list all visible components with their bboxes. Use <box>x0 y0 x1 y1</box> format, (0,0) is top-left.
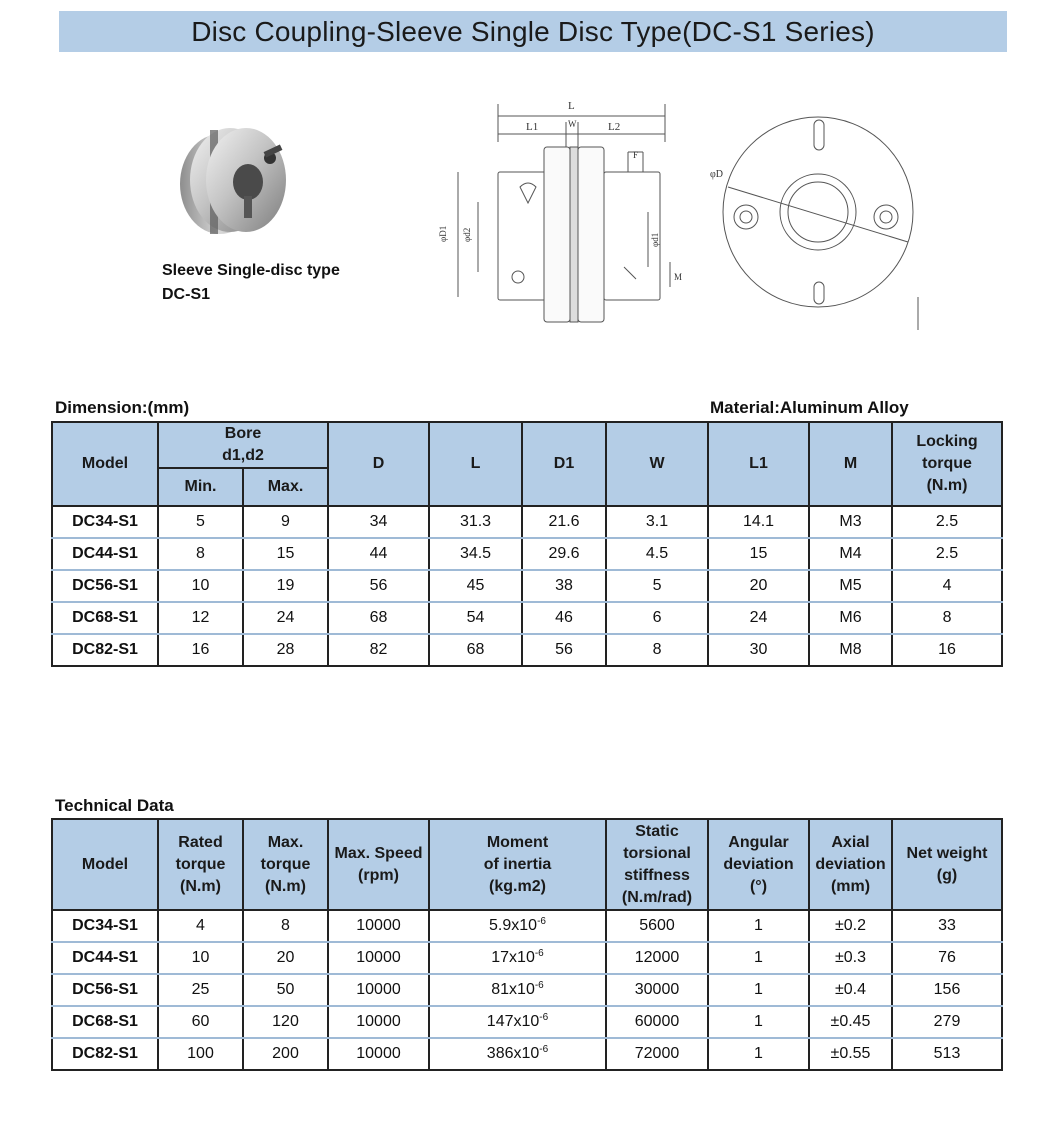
cell-D: 82 <box>328 634 429 666</box>
cell-model: DC44-S1 <box>52 942 158 974</box>
table-row <box>52 942 1002 974</box>
cell-rated: 100 <box>158 1038 243 1070</box>
cell-model: DC34-S1 <box>52 910 158 942</box>
cell-speed: 10000 <box>328 1006 429 1038</box>
header-L1: L1 <box>708 422 809 506</box>
cell-min: 5 <box>158 506 243 538</box>
header-max-speed <box>328 819 429 910</box>
table-row <box>52 602 1002 634</box>
header-D: D <box>328 422 429 506</box>
cell-inertia <box>429 974 606 1006</box>
header-locking-line-1: Locking <box>916 433 978 450</box>
technical-table-body <box>52 910 1002 1070</box>
inertia-exponent: -6 <box>539 1044 549 1055</box>
cell-weight: 279 <box>892 1006 1002 1038</box>
header-bore-min: Min. <box>158 468 243 506</box>
cell-W: 3.1 <box>606 506 708 538</box>
cell-weight: 76 <box>892 942 1002 974</box>
technical-drawing <box>438 92 928 337</box>
header-angular-line-1: Angular <box>728 833 789 851</box>
label-D: φD <box>710 169 723 180</box>
cell-max: 20 <box>243 942 328 974</box>
cell-inertia <box>429 910 606 942</box>
header-speed-line-1: Max. Speed <box>334 844 423 862</box>
cell-stiffness: 72000 <box>606 1038 708 1070</box>
header-axial-deviation <box>809 819 892 910</box>
cell-weight: 33 <box>892 910 1002 942</box>
cell-W: 8 <box>606 634 708 666</box>
cell-L: 45 <box>429 570 522 602</box>
cell-inertia <box>429 1006 606 1038</box>
header-stiff-line-4: (N.m/rad) <box>621 888 693 906</box>
cell-M: M5 <box>809 570 892 602</box>
cell-L1: 24 <box>708 602 809 634</box>
cell-D: 44 <box>328 538 429 570</box>
header-rated-line-1: Rated <box>178 833 223 851</box>
cell-W: 4.5 <box>606 538 708 570</box>
label-D1: φD1 <box>438 225 448 242</box>
cell-min: 16 <box>158 634 243 666</box>
cell-max: 19 <box>243 570 328 602</box>
cell-axial: ±0.55 <box>809 1038 892 1070</box>
label-L: L <box>568 100 575 112</box>
cell-max: 15 <box>243 538 328 570</box>
header-bore-max: Max. <box>243 468 328 506</box>
label-d2: φd2 <box>462 227 472 242</box>
caption-line-2: DC-S1 <box>162 286 211 303</box>
cell-angular: 1 <box>708 974 809 1006</box>
header-max-torque <box>243 819 328 910</box>
dimension-label: Dimension:(mm) <box>55 398 190 417</box>
cell-rated: 60 <box>158 1006 243 1038</box>
cell-angular: 1 <box>708 910 809 942</box>
label-M: M <box>674 272 683 282</box>
cell-D1: 29.6 <box>522 538 606 570</box>
header-weight-line-2: (g) <box>936 866 958 884</box>
header-max-line-1: Max. <box>267 833 304 851</box>
table-row <box>52 910 1002 942</box>
cell-inertia <box>429 942 606 974</box>
cell-L: 68 <box>429 634 522 666</box>
cell-W: 5 <box>606 570 708 602</box>
header-locking-line-2: torque <box>922 455 972 472</box>
header-stiff-line-2: torsional <box>623 844 691 862</box>
cell-max: 200 <box>243 1038 328 1070</box>
cell-D1: 46 <box>522 602 606 634</box>
header-model: Model <box>52 422 158 506</box>
header-stiff-line-3: stiffness <box>624 866 690 884</box>
cell-model: DC82-S1 <box>52 634 158 666</box>
cell-stiffness: 12000 <box>606 942 708 974</box>
table-row <box>52 974 1002 1006</box>
cell-D: 56 <box>328 570 429 602</box>
cell-D1: 38 <box>522 570 606 602</box>
side-view <box>438 100 682 322</box>
cell-max: 120 <box>243 1006 328 1038</box>
cell-weight: 513 <box>892 1038 1002 1070</box>
header-L: L <box>429 422 522 506</box>
header-stiff-line-1: Static <box>635 822 679 840</box>
cell-torque: 2.5 <box>892 538 1002 570</box>
front-view <box>710 117 918 330</box>
cell-D1: 56 <box>522 634 606 666</box>
product-caption <box>162 259 340 307</box>
table-row <box>52 570 1002 602</box>
header-bore-line-1: Bore <box>224 425 262 442</box>
header-axial-line-3: (mm) <box>830 877 871 895</box>
inertia-base: 386x10 <box>486 1045 540 1062</box>
cell-rated: 10 <box>158 942 243 974</box>
cell-speed: 10000 <box>328 1038 429 1070</box>
cell-M: M4 <box>809 538 892 570</box>
dimension-table-body <box>52 506 1002 666</box>
cell-M: M8 <box>809 634 892 666</box>
inertia-base: 81x10 <box>491 981 535 998</box>
cell-axial: ±0.2 <box>809 910 892 942</box>
cell-L1: 30 <box>708 634 809 666</box>
cell-angular: 1 <box>708 942 809 974</box>
cell-D: 34 <box>328 506 429 538</box>
inertia-exponent: -6 <box>537 916 546 927</box>
cell-D: 68 <box>328 602 429 634</box>
header-inertia-line-2: of inertia <box>483 855 552 873</box>
cell-speed: 10000 <box>328 974 429 1006</box>
cell-rated: 4 <box>158 910 243 942</box>
cell-model: DC56-S1 <box>52 570 158 602</box>
table-row <box>52 1038 1002 1070</box>
header-model: Model <box>52 819 158 910</box>
cell-speed: 10000 <box>328 942 429 974</box>
header-rated-torque <box>158 819 243 910</box>
label-L1: L1 <box>526 121 539 133</box>
header-net-weight <box>892 819 1002 910</box>
cell-axial: ±0.45 <box>809 1006 892 1038</box>
label-F: F <box>633 150 639 160</box>
title-banner <box>59 11 1007 52</box>
technical-table <box>51 818 1003 1071</box>
header-static-stiffness <box>606 819 708 910</box>
header-W: W <box>606 422 708 506</box>
cell-max: 9 <box>243 506 328 538</box>
cell-stiffness: 5600 <box>606 910 708 942</box>
header-locking-line-3: (N.m) <box>926 477 968 494</box>
inertia-base: 5.9x10 <box>489 917 538 934</box>
cell-max: 50 <box>243 974 328 1006</box>
header-speed-line-2: (rpm) <box>358 866 399 884</box>
cell-torque: 8 <box>892 602 1002 634</box>
cell-rated: 25 <box>158 974 243 1006</box>
cell-stiffness: 30000 <box>606 974 708 1006</box>
cell-torque: 2.5 <box>892 506 1002 538</box>
cell-L: 54 <box>429 602 522 634</box>
inertia-exponent: -6 <box>539 1012 549 1023</box>
cell-max: 28 <box>243 634 328 666</box>
header-M: M <box>809 422 892 506</box>
cell-angular: 1 <box>708 1006 809 1038</box>
header-locking-torque <box>892 422 1002 506</box>
inertia-base: 147x10 <box>486 1013 540 1030</box>
cell-min: 10 <box>158 570 243 602</box>
cell-model: DC34-S1 <box>52 506 158 538</box>
header-rated-line-3: (N.m) <box>180 877 221 895</box>
header-angular-line-2: deviation <box>723 855 794 873</box>
table-row <box>52 506 1002 538</box>
cell-model: DC82-S1 <box>52 1038 158 1070</box>
header-axial-line-1: Axial <box>831 833 870 851</box>
cell-D1: 21.6 <box>522 506 606 538</box>
caption-line-1: Sleeve Single-disc type <box>162 262 340 279</box>
cell-M: M3 <box>809 506 892 538</box>
cell-angular: 1 <box>708 1038 809 1070</box>
cell-model: DC56-S1 <box>52 974 158 1006</box>
cell-torque: 4 <box>892 570 1002 602</box>
label-d1: φd1 <box>650 232 660 247</box>
inertia-exponent: -6 <box>534 980 544 991</box>
header-angular-line-3: (°) <box>749 877 768 895</box>
table-row <box>52 1006 1002 1038</box>
header-rated-line-2: torque <box>175 855 226 873</box>
header-inertia-line-1: Moment <box>486 833 549 851</box>
header-D1: D1 <box>522 422 606 506</box>
table-row <box>52 538 1002 570</box>
cell-max: 24 <box>243 602 328 634</box>
cell-axial: ±0.3 <box>809 942 892 974</box>
header-max-line-3: (N.m) <box>265 877 306 895</box>
cell-min: 12 <box>158 602 243 634</box>
cell-W: 6 <box>606 602 708 634</box>
cell-axial: ±0.4 <box>809 974 892 1006</box>
page-title: Disc Coupling-Sleeve Single Disc Type(DC-S1 Series) <box>191 15 875 47</box>
cell-model: DC68-S1 <box>52 602 158 634</box>
cell-L: 34.5 <box>429 538 522 570</box>
cell-L1: 20 <box>708 570 809 602</box>
cell-max: 8 <box>243 910 328 942</box>
cell-model: DC44-S1 <box>52 538 158 570</box>
inertia-base: 17x10 <box>491 949 535 966</box>
cell-L1: 15 <box>708 538 809 570</box>
cell-speed: 10000 <box>328 910 429 942</box>
material-label: Material:Aluminum Alloy <box>710 398 909 417</box>
cell-inertia <box>429 1038 606 1070</box>
dimension-table <box>51 421 1003 667</box>
header-inertia-line-3: (kg.m2) <box>489 877 546 895</box>
header-angular-deviation <box>708 819 809 910</box>
cell-M: M6 <box>809 602 892 634</box>
label-L2: L2 <box>608 121 621 133</box>
table-row <box>52 634 1002 666</box>
header-bore <box>158 422 328 468</box>
header-weight-line-1: Net weight <box>906 844 988 862</box>
cell-L1: 14.1 <box>708 506 809 538</box>
cell-model: DC68-S1 <box>52 1006 158 1038</box>
cell-stiffness: 60000 <box>606 1006 708 1038</box>
header-moment-of-inertia <box>429 819 606 910</box>
cell-min: 8 <box>158 538 243 570</box>
cell-L: 31.3 <box>429 506 522 538</box>
header-axial-line-2: deviation <box>815 855 886 873</box>
label-W: W <box>568 119 577 129</box>
header-max-line-2: torque <box>260 855 311 873</box>
inertia-exponent: -6 <box>534 948 544 959</box>
technical-data-label: Technical Data <box>55 796 174 815</box>
cell-torque: 16 <box>892 634 1002 666</box>
cell-weight: 156 <box>892 974 1002 1006</box>
coupling-product-image <box>172 118 290 240</box>
header-bore-line-2: d1,d2 <box>222 447 264 464</box>
